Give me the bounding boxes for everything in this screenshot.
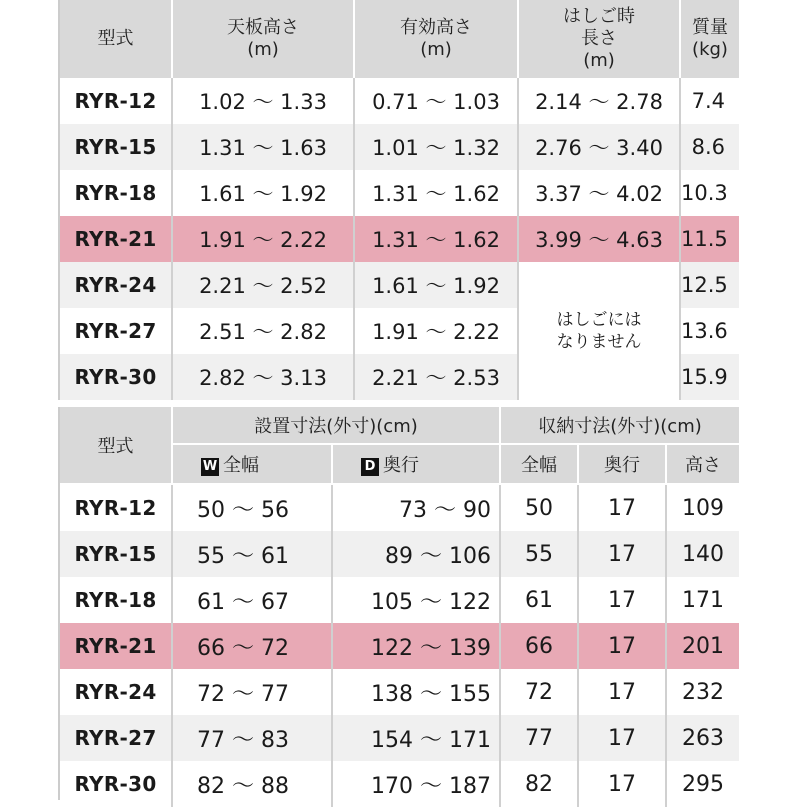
- storage-width-cell: 66: [500, 623, 578, 669]
- weight-cell: 13.6: [681, 319, 728, 343]
- top-height-cell: 2.51 ～ 2.82: [172, 308, 354, 354]
- header-install-dims: 設置寸法(外寸)(cm): [172, 407, 500, 444]
- table-row: [60, 669, 739, 715]
- header-effective-height: 有効高さ (m): [354, 0, 518, 78]
- install-depth-cell: 170 ～ 187: [332, 761, 500, 807]
- ladder-length-cell: 3.99 ～ 4.63: [518, 216, 680, 262]
- header-ladder-length: はしご時 長さ (m): [518, 0, 680, 78]
- header-weight: 質量 (kg): [680, 0, 739, 78]
- storage-height-cell: 232: [682, 679, 724, 705]
- storage-depth-cell: 17: [578, 577, 666, 623]
- table-row: [60, 577, 739, 623]
- ladder-length-cell: 2.14 ～ 2.78: [518, 78, 680, 124]
- top-height-cell: 1.31 ～ 1.63: [172, 124, 354, 170]
- spec-table-heights: [60, 0, 739, 400]
- storage-height-cell: 140: [666, 531, 739, 577]
- weight-cell: 7.4: [691, 89, 725, 113]
- storage-width-cell: 72: [500, 669, 578, 715]
- install-width-cell: 66 ～ 72: [172, 623, 332, 669]
- model-cell: RYR-24: [60, 262, 172, 308]
- model-cell: RYR-30: [60, 761, 172, 807]
- storage-height-cell: 263: [666, 715, 739, 761]
- effective-height-cell: 1.31 ～ 1.62: [354, 216, 518, 262]
- storage-depth-cell: 17: [578, 761, 666, 807]
- d-badge-icon: D: [361, 458, 379, 476]
- spec-table-dimensions: [60, 407, 739, 807]
- storage-depth-cell: 17: [578, 669, 666, 715]
- install-width-cell: 72 ～ 77: [172, 669, 332, 715]
- table-row: [60, 262, 739, 308]
- table-row: [60, 78, 739, 124]
- storage-height-cell: 171: [682, 587, 724, 613]
- model-cell: RYR-15: [60, 124, 172, 170]
- weight-cell: 15.9: [680, 354, 739, 400]
- header-model: 型式: [60, 407, 172, 484]
- effective-height-cell: 0.71 ～ 1.03: [354, 78, 518, 124]
- install-depth-cell: 73 ～ 90: [332, 484, 500, 531]
- storage-width-cell: 77: [500, 715, 578, 761]
- model-cell: RYR-21: [60, 623, 172, 669]
- effective-height-cell: 1.61 ～ 1.92: [354, 262, 518, 308]
- model-cell: RYR-18: [60, 170, 172, 216]
- effective-height-cell: 1.31 ～ 1.62: [354, 170, 518, 216]
- model-cell: RYR-15: [60, 531, 172, 577]
- header-top-height: 天板高さ (m): [172, 0, 354, 78]
- storage-width-cell: 50: [500, 484, 578, 531]
- model-cell: RYR-24: [60, 669, 172, 715]
- storage-depth-cell: 17: [578, 484, 666, 531]
- model-cell: RYR-27: [60, 308, 172, 354]
- install-depth-cell: 138 ～ 155: [332, 669, 500, 715]
- effective-height-cell: 2.21 ～ 2.53: [354, 354, 518, 400]
- weight-cell: 10.3: [681, 181, 728, 205]
- table-row: [60, 484, 739, 531]
- storage-height-cell: 109: [682, 495, 724, 521]
- header-storage-width: 全幅: [500, 444, 578, 484]
- install-width-cell: 55 ～ 61: [172, 531, 332, 577]
- model-cell: RYR-27: [60, 715, 172, 761]
- table-row: [60, 124, 739, 170]
- storage-width-cell: 82: [500, 761, 578, 807]
- top-height-cell: 2.21 ～ 2.52: [172, 262, 354, 308]
- table-row: [60, 761, 739, 807]
- install-width-cell: 61 ～ 67: [172, 577, 332, 623]
- header-storage-height: 高さ: [666, 444, 739, 484]
- header-storage-depth: 奥行: [578, 444, 666, 484]
- w-badge-icon: W: [202, 459, 218, 474]
- header-install-width: W 全幅: [172, 444, 332, 484]
- table1-header-row: [60, 0, 739, 78]
- weight-cell: 8.6: [680, 124, 739, 170]
- install-depth-cell: 89 ～ 106: [332, 531, 500, 577]
- model-cell: RYR-21: [60, 216, 172, 262]
- storage-width-cell: 55: [500, 531, 578, 577]
- header-storage-dims: 収納寸法(外寸)(cm): [500, 407, 739, 444]
- table-row: [60, 715, 739, 761]
- weight-cell: 11.5: [680, 216, 739, 262]
- ladder-length-cell: 2.76 ～ 3.40: [518, 124, 680, 170]
- model-cell: RYR-12: [60, 484, 172, 531]
- install-depth-cell: 122 ～ 139: [332, 623, 500, 669]
- no-ladder-note: はしごには なりません: [518, 262, 680, 400]
- header-install-depth: D 奥行: [332, 444, 500, 484]
- header-model: 型式: [60, 0, 172, 78]
- storage-width-cell: 61: [500, 577, 578, 623]
- effective-height-cell: 1.91 ～ 2.22: [354, 308, 518, 354]
- storage-depth-cell: 17: [578, 531, 666, 577]
- storage-height-cell: 295: [682, 771, 724, 797]
- weight-cell: 12.5: [680, 262, 739, 308]
- table-row: [60, 531, 739, 577]
- table2-header-row-top: [60, 407, 739, 444]
- top-height-cell: 1.02 ～ 1.33: [172, 78, 354, 124]
- model-cell: RYR-18: [60, 577, 172, 623]
- storage-depth-cell: 17: [578, 715, 666, 761]
- effective-height-cell: 1.01 ～ 1.32: [354, 124, 518, 170]
- ladder-length-cell: 3.37 ～ 4.02: [518, 170, 680, 216]
- model-cell: RYR-30: [60, 354, 172, 400]
- install-depth-cell: 105 ～ 122: [332, 577, 500, 623]
- top-height-cell: 1.91 ～ 2.22: [172, 216, 354, 262]
- top-height-cell: 1.61 ～ 1.92: [172, 170, 354, 216]
- table-row-highlighted: [60, 623, 739, 669]
- top-height-cell: 2.82 ～ 3.13: [172, 354, 354, 400]
- install-width-cell: 50 ～ 56: [172, 484, 332, 531]
- model-cell: RYR-12: [60, 78, 172, 124]
- storage-height-cell: 201: [666, 623, 739, 669]
- install-width-cell: 82 ～ 88: [172, 761, 332, 807]
- install-depth-cell: 154 ～ 171: [332, 715, 500, 761]
- storage-depth-cell: 17: [578, 623, 666, 669]
- table-row: [60, 170, 739, 216]
- table-row-highlighted: [60, 216, 739, 262]
- install-width-cell: 77 ～ 83: [172, 715, 332, 761]
